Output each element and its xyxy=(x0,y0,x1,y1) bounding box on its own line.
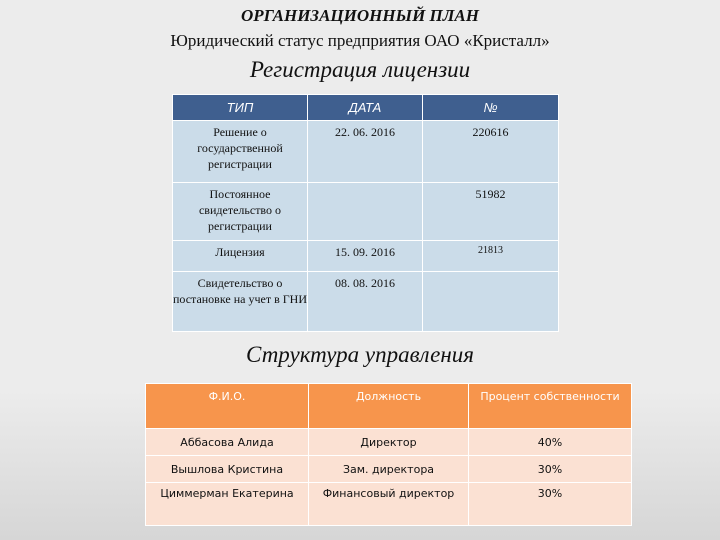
cell-number: 220616 xyxy=(423,121,559,183)
table-row xyxy=(146,429,632,456)
table-row xyxy=(146,456,632,483)
cell-date: 08. 08. 2016 xyxy=(308,272,423,332)
table-row xyxy=(173,121,559,183)
management-table xyxy=(145,383,632,526)
cell-position: Директор xyxy=(309,429,469,456)
table-row xyxy=(173,241,559,272)
column-header-name: Ф.И.О. xyxy=(146,384,309,429)
cell-number xyxy=(423,272,559,332)
license-section-title: Регистрация лицензии xyxy=(249,57,471,82)
cell-share: 40% xyxy=(469,429,632,456)
cell-name: Аббасова Алида xyxy=(146,429,309,456)
page-subtitle: Юридический статус предприятия ОАО «Кристалл» xyxy=(170,31,550,50)
column-header-date: ДАТА xyxy=(308,95,423,121)
license-table-header xyxy=(173,95,559,121)
cell-type: Решение о государственной регистрации xyxy=(173,121,308,183)
table-row xyxy=(173,272,559,332)
license-table xyxy=(172,94,559,332)
cell-name: Циммерман Екатерина xyxy=(146,483,309,526)
cell-number: 21813 xyxy=(423,241,559,272)
column-header-share: Процент собственности xyxy=(469,384,632,429)
column-header-position: Должность xyxy=(309,384,469,429)
cell-date: 15. 09. 2016 xyxy=(308,241,423,272)
cell-position: Финансовый директор xyxy=(309,483,469,526)
cell-date: 22. 06. 2016 xyxy=(308,121,423,183)
management-section-title: Структура управления xyxy=(246,342,474,367)
cell-name: Вышлова Кристина xyxy=(146,456,309,483)
management-table-header xyxy=(146,384,632,429)
table-row xyxy=(146,483,632,526)
cell-type: Свидетельство о постановке на учет в ГНИ xyxy=(173,272,308,332)
cell-date xyxy=(308,183,423,241)
cell-share: 30% xyxy=(469,456,632,483)
column-header-type: ТИП xyxy=(173,95,308,121)
cell-type: Лицензия xyxy=(173,241,308,272)
table-row xyxy=(173,183,559,241)
column-header-number: № xyxy=(423,95,559,121)
page-title: ОРГАНИЗАЦИОННЫЙ ПЛАН xyxy=(241,6,479,25)
cell-type: Постоянное свидетельство о регистрации xyxy=(173,183,308,241)
cell-share: 30% xyxy=(469,483,632,526)
cell-number: 51982 xyxy=(423,183,559,241)
cell-position: Зам. директора xyxy=(309,456,469,483)
